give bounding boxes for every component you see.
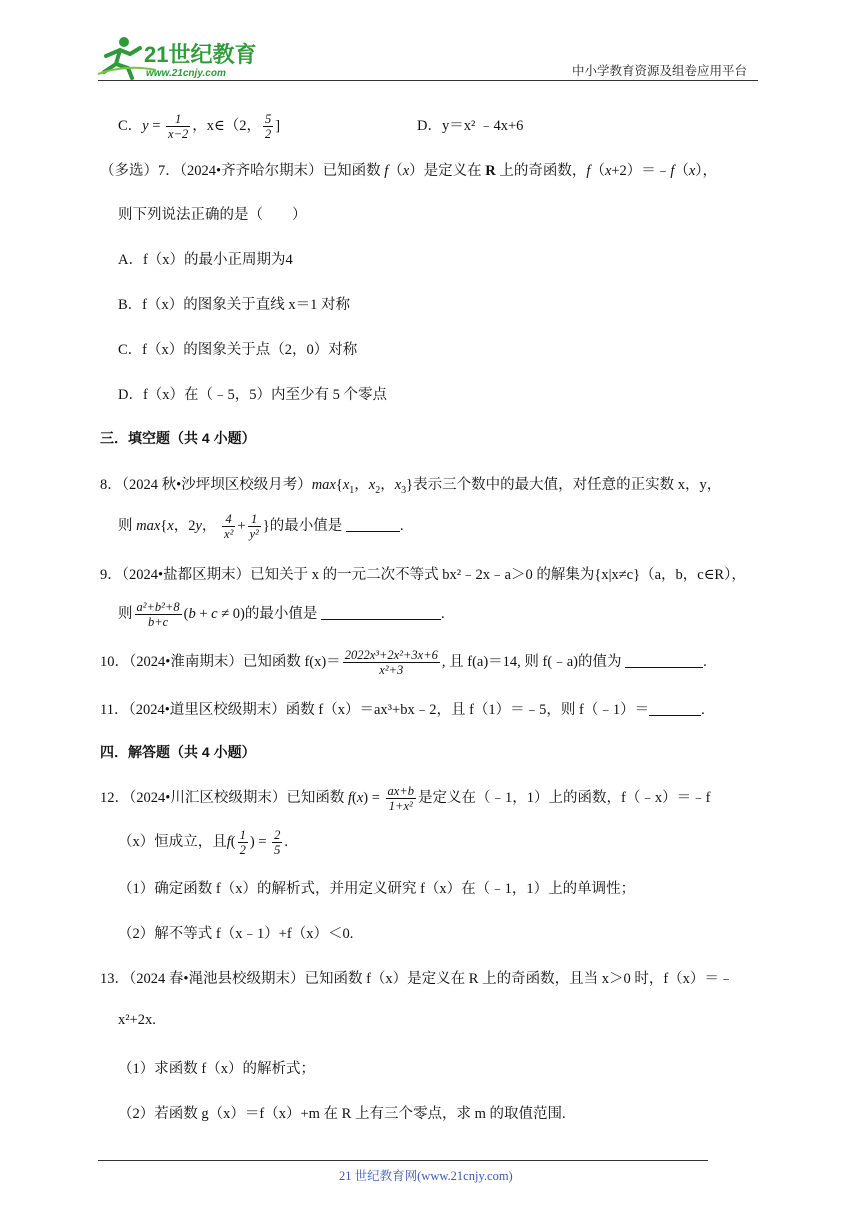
q9-line1: 9．（2024•盐都区期末）已知关于 x 的一元二次不等式 bx²﹣2x﹣a＞0 的解集为{x|x≠c}（a，b，c∈R）， [100, 567, 746, 583]
q12-sub2: （2）解不等式 f（x﹣1）+f（x）＜0. [118, 926, 354, 942]
q8-line2: 则 max{x，2y， $\frac{4}{\text{x²}}$ + $\frac{1}{\text{y²}}$ }的最小值是 . [118, 512, 404, 541]
header-divider [98, 80, 758, 81]
q7-option-c: C．f（x）的图象关于点（2，0）对称 [118, 342, 358, 358]
q8-line1: 8．（2024 秋•沙坪坝区校级月考）$\max\{x_1$，$x_2$，$x_3$}表示三个数中的最大值，对任意的正实数 x，y， [100, 477, 722, 496]
q10-line: 10．（2024•淮南期末）已知函数 f(x)＝ $\frac{\text{2022x³+2x²+3x+6}}{\text{x²+3}}$ , 且 f(a)＝14, 则 f(﹣a)的值为 . [100, 648, 707, 677]
q11-line: 11．（2024•道里区校级期末）函数 f（x）＝ax³+bx﹣2，且 f（1）＝﹣5，则 f（﹣1）＝ . [100, 702, 705, 718]
section-4-heading: 四．解答题（共 4 小题） [100, 744, 256, 760]
q7-option-a: A．f（x）的最小正周期为4 [118, 252, 293, 268]
q9-line2: 则 $\frac{\text{a²+b²+8}}{b+c}$ (b + c ≠ 0)的最小值是 . [118, 600, 445, 629]
q12-line2: （x）恒成立，且f( $\frac{1}{2}$ ) = $\frac{2}{5}$ . [118, 828, 289, 857]
q13-sub2: （2）若函数 g（x）＝f（x）+m 在 R 上有三个零点，求 m 的取值范围. [118, 1106, 566, 1122]
platform-name: 中小学教育资源及组卷应用平台 [572, 64, 748, 78]
q12-sub1: （1）确定函数 f（x）的解析式，并用定义研究 f（x）在（﹣1，1）上的单调性； [118, 881, 636, 897]
q13-sub1: （1）求函数 f（x）的解析式； [118, 1061, 315, 1077]
q13-line1: 13．（2024 春•渑池县校级期末）已知函数 f（x）是定义在 R 上的奇函数，且当 x＞0 时，f（x）＝﹣ [100, 971, 734, 987]
q7-stem-line2: 则下列说法正确的是（ ） [118, 207, 307, 223]
q7-option-d: D．f（x）在（﹣5，5）内至少有 5 个零点 [118, 387, 388, 403]
logo-url: www.21cnjy.com [146, 68, 226, 79]
q12-line1: 12．（2024•川汇区校级期末）已知函数 f(x) = $\frac{ax+b}{\text{1+x²}}$ 是定义在（﹣1，1）上的函数，f（﹣x）＝﹣f [100, 784, 711, 813]
q7-option-b: B．f（x）的图象关于直线 x＝1 对称 [118, 297, 350, 313]
footer-text: 21 世纪教育网(www.21cnjy.com) [339, 1169, 513, 1183]
runner-icon [96, 34, 266, 80]
footer-divider [98, 1160, 708, 1161]
q13-line2: x²+2x. [118, 1012, 156, 1028]
logo-text: 21世纪教育 [144, 42, 257, 67]
q6-option-d: D．y＝x² ﹣4x+6 [417, 118, 524, 134]
site-logo [96, 34, 266, 80]
section-3-heading: 三．填空题（共 4 小题） [100, 430, 256, 446]
q7-stem-line1: （多选）7．（2024•齐齐哈尔期末）已知函数 f（x）是定义在 R 上的奇函数，f（x+2）＝﹣f（x）， [100, 163, 718, 179]
q6-option-c: C．y = $\frac{1}{x-2}$ ，x∈（2， $\frac{5}{2}$ ] [118, 112, 281, 141]
